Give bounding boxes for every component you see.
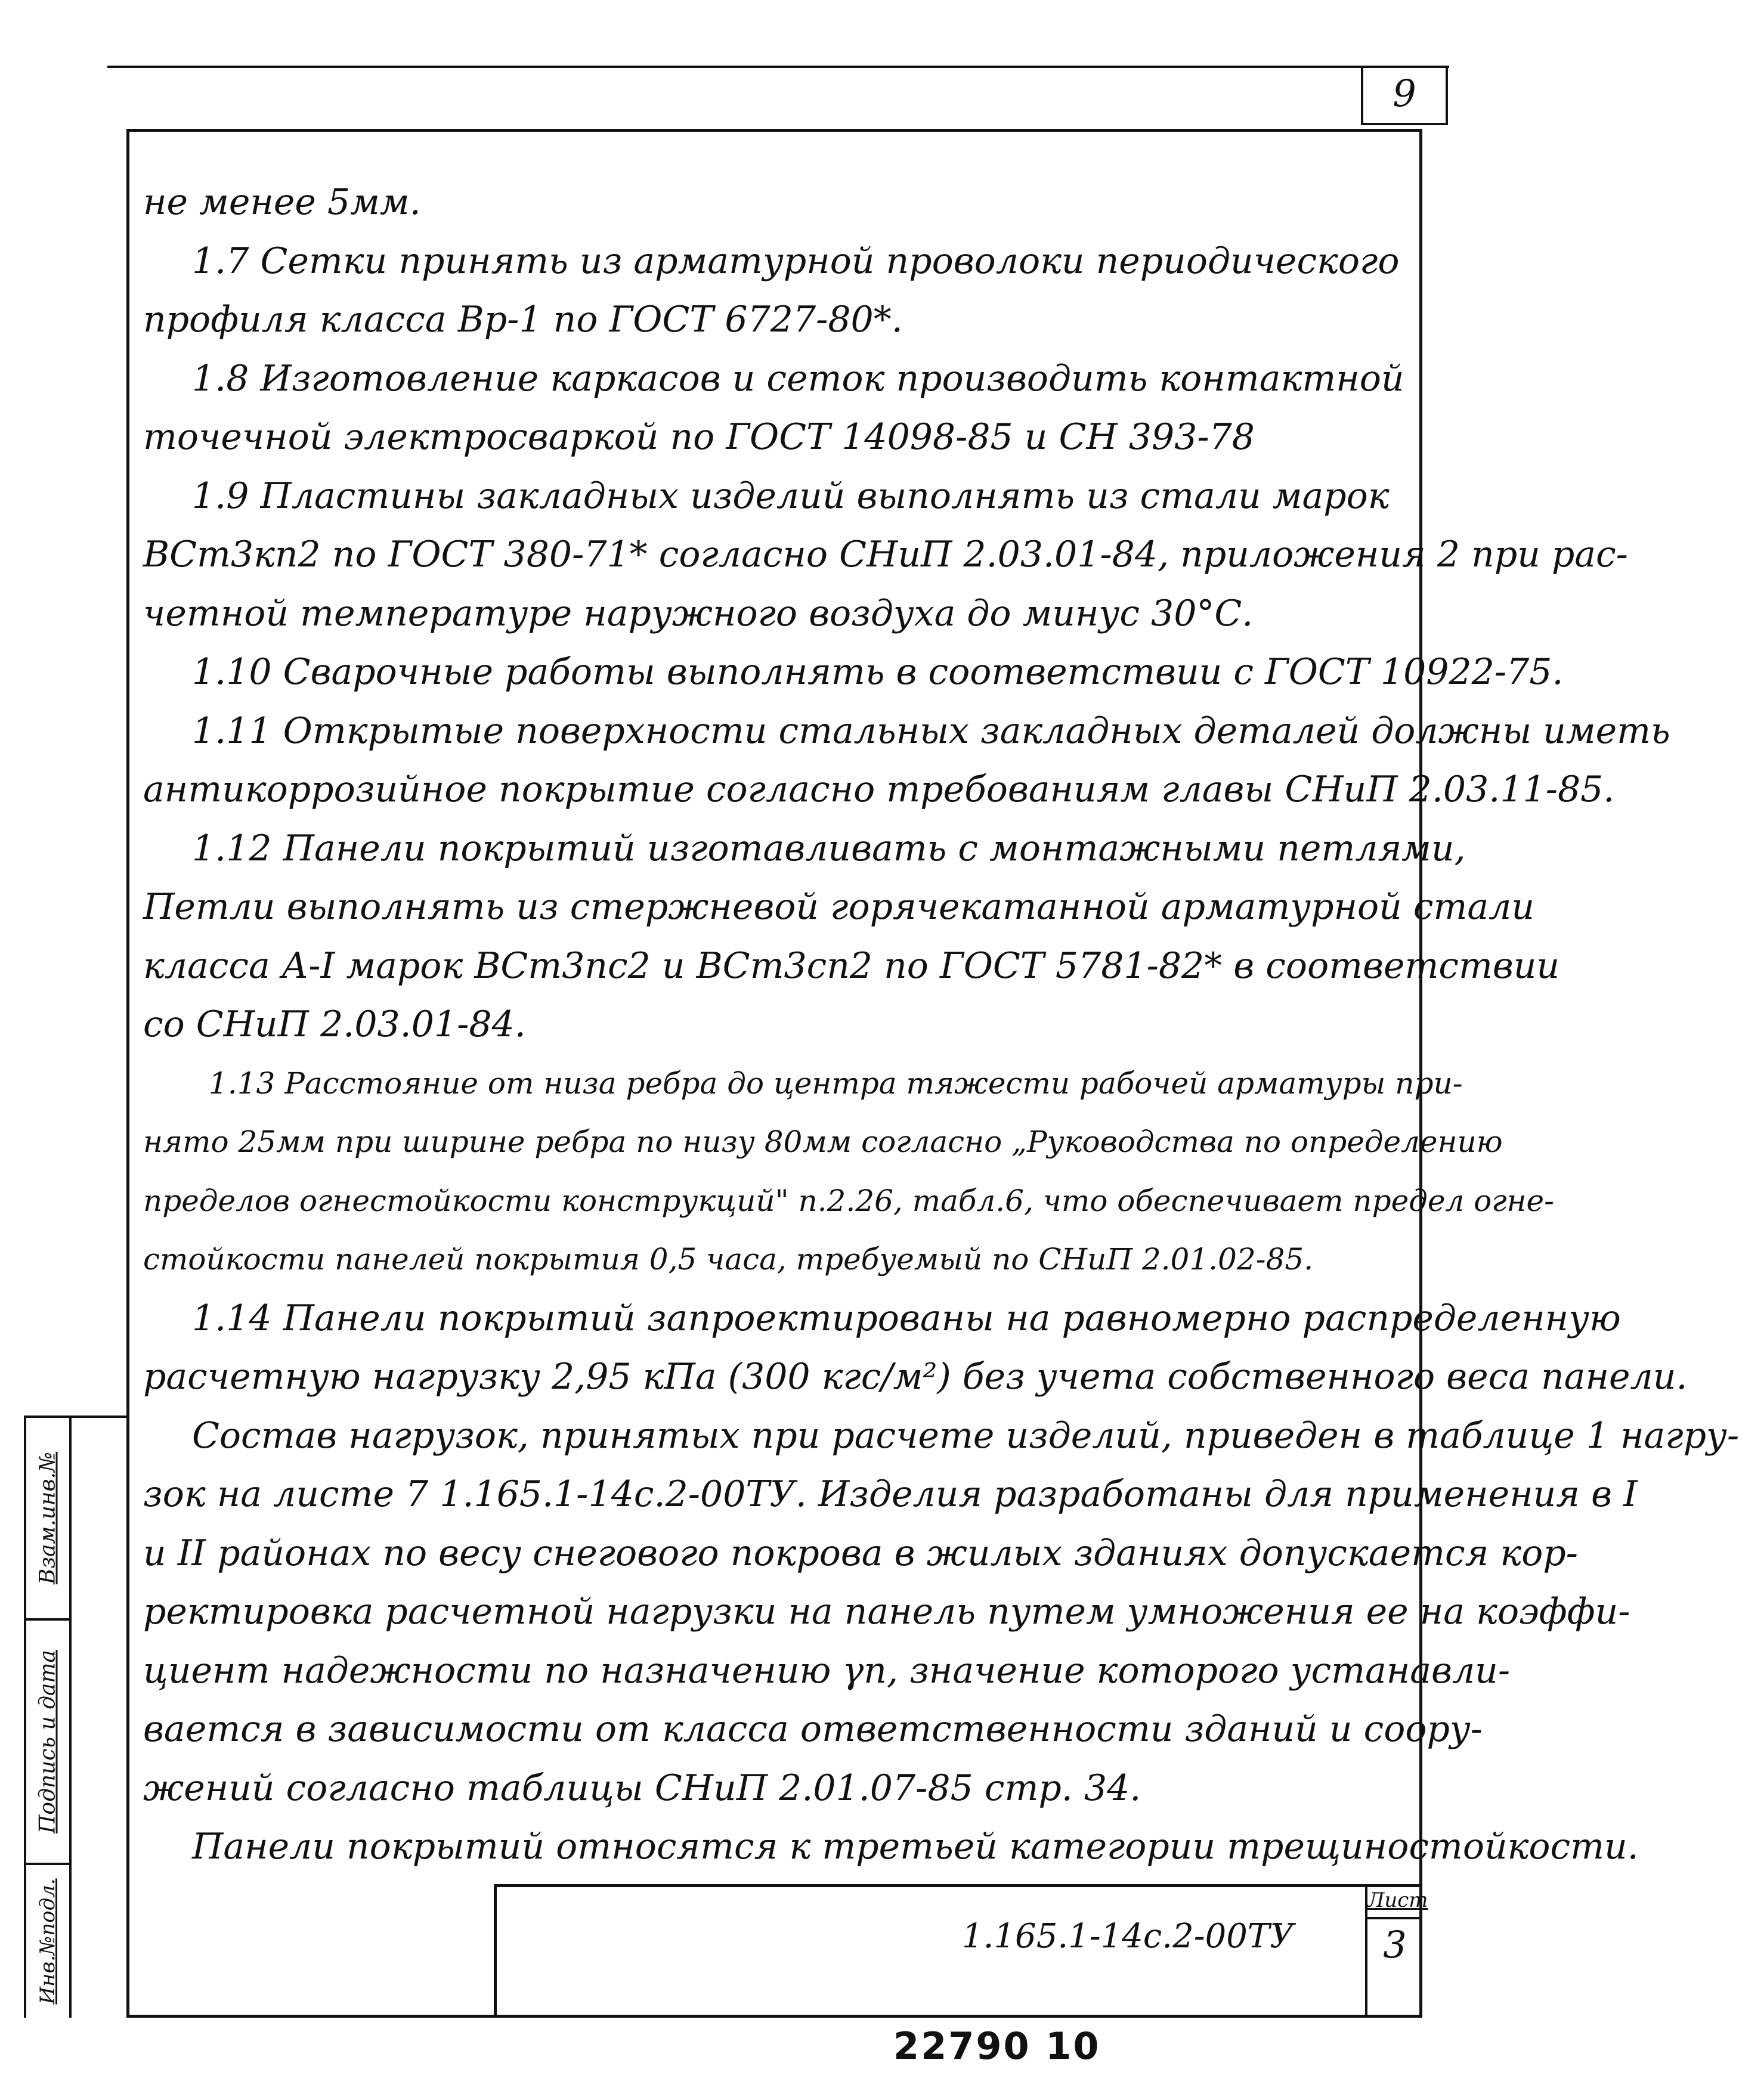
side-stamp (24, 1416, 126, 2018)
text-line: не менее 5мм. (143, 181, 421, 223)
text-line: вается в зависимости от класса ответственности зданий и соору- (143, 1708, 1483, 1750)
text-line: жений согласно таблицы СНиП 2.01.07-85 стр. 34. (143, 1767, 1141, 1809)
text-line: 1.13 Расстояние от низа ребра до центра тяжести рабочей арматуры при- (209, 1066, 1463, 1101)
text-line: стойкости панелей покрытия 0,5 часа, требуемый по СНиП 2.01.02-85. (143, 1242, 1314, 1277)
side-cell-signature (26, 1621, 69, 1865)
doc-code: 1.165.1-14с.2-00ТУ (962, 1917, 1294, 1956)
side-cell-vzam (26, 1418, 69, 1621)
text-line: Панели покрытий относятся к третьей категории трещиностойкости. (192, 1826, 1639, 1867)
text-line: Петли выполнять из стержневой горячекатанной арматурной стали (143, 886, 1534, 928)
text-line: пределов огнестойкости конструкций" п.2.26, табл.6, что обеспечивает предел огне- (143, 1183, 1554, 1218)
title-block (494, 1884, 1428, 2018)
sheet-cell (1365, 1887, 1428, 2018)
side-stamp-labels (26, 1418, 69, 2018)
text-line: Состав нагрузок, принятых при расчете изделий, приведен в таблице 1 нагру- (192, 1414, 1739, 1457)
side-stamp-blank (69, 1418, 129, 2018)
side-cell-inv (26, 1865, 69, 2018)
text-line: четной температуре наружного воздуха до минус 30°С. (143, 592, 1254, 634)
text-line: со СНиП 2.03.01-84. (143, 1003, 526, 1045)
text-line: 1.10 Сварочные работы выполнять в соответствии с ГОСТ 10922-75. (192, 651, 1564, 693)
sheet-number: 3 (1383, 1923, 1407, 1966)
footer-number: 22790 10 (893, 2024, 1101, 2068)
text-line: 1.8 Изготовление каркасов и сеток производить контактной (192, 357, 1404, 399)
text-line: 1.7 Сетки принять из арматурной проволоки периодического (192, 240, 1400, 282)
sheet-label: Лист (1367, 1888, 1422, 1919)
text-line: точечной электросваркой по ГОСТ 14098-85 и СН 393-78 (143, 416, 1255, 458)
text-line: ректировка расчетной нагрузки на панель путем умножения ее на коэффи- (143, 1591, 1630, 1633)
text-line: расчетную нагрузку 2,95 кПа (300 кгс/м²) без учета собственного веса панели. (143, 1356, 1688, 1398)
side-label-vzam-inv: Взам.инв.№ (35, 1451, 60, 1585)
text-line: циент надежности по назначению γn, значение которого устанавли- (143, 1649, 1511, 1692)
text-line: ВСт3кп2 по ГОСТ 380-71* согласно СНиП 2.03.01-84, приложения 2 при рас- (143, 534, 1628, 575)
text-line: 1.11 Открытые поверхности стальных закладных деталей должны иметь (192, 710, 1670, 752)
page-number: 9 (1393, 72, 1416, 115)
text-line: и II районах по весу снегового покрова в жилых зданиях допускается кор- (143, 1532, 1579, 1574)
text-line: зок на листе 7 1.165.1-14с.2-00ТУ. Изделия разработаны для применения в I (143, 1473, 1638, 1515)
text-line: антикоррозийное покрытие согласно требованиям главы СНиП 2.03.11-85. (143, 769, 1615, 810)
text-line: 1.9 Пластины закладных изделий выполнять из стали марок (192, 475, 1390, 517)
text-line: класса А-I марок ВСт3пс2 и ВСт3сп2 по ГОСТ 5781-82* в соответствии (143, 944, 1560, 987)
text-line: нято 25мм при ширине ребра по низу 80мм согласно „Руководства по определению (143, 1125, 1503, 1159)
page-number-box (1361, 66, 1448, 125)
side-label-signature-date: Подпись и дата (35, 1650, 60, 1833)
side-label-inv-orig: Инв.№подл. (36, 1878, 60, 2005)
text-line: 1.12 Панели покрытий изготавливать с монтажными петлями, (192, 827, 1466, 869)
text-line: профиля класса Вр-1 по ГОСТ 6727-80*. (143, 299, 903, 340)
text-line: 1.14 Панели покрытий запроектированы на равномерно распределенную (192, 1297, 1621, 1339)
top-rule (107, 66, 1449, 68)
body-text (143, 173, 1739, 1876)
